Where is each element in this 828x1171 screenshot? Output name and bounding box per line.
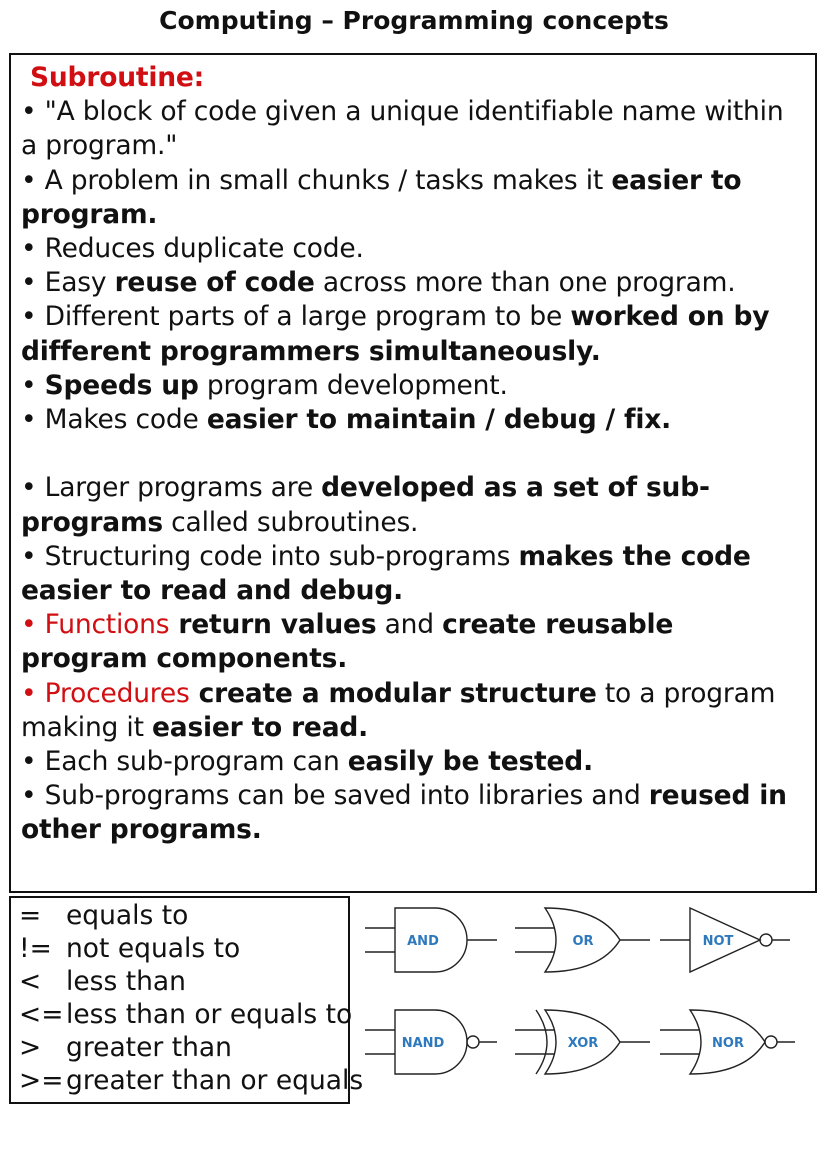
gate-nor (660, 1010, 795, 1074)
subroutine-content (21, 61, 807, 848)
bullet-text: • Reduces duplicate code. (21, 233, 364, 265)
operator-symbol: >= (19, 1065, 64, 1096)
bullet-text: easier to maintain / debug / fix. (206, 404, 672, 436)
subroutine-heading: Subroutine: (30, 62, 205, 93)
bullet-text: and (376, 609, 443, 641)
bullet-text: create reusable program components. (21, 609, 674, 675)
bullet-text: • Functions (21, 609, 170, 641)
bullet-point (21, 95, 807, 163)
bullet-text: makes the code easier to read and debug. (21, 540, 751, 607)
bullet-text: program development. (198, 369, 508, 401)
operator-meaning: equals to (66, 900, 189, 931)
subroutine-panel (9, 53, 817, 893)
operator-meaning: not equals to (66, 933, 241, 964)
bullet-text: • Makes code (21, 404, 207, 436)
operator-meaning: less than or equals to (66, 999, 353, 1030)
bullet-text: • A problem in small chunks / tasks makes it (21, 164, 612, 196)
bullet-text: • Procedures (21, 677, 190, 709)
bullet-text: • (21, 369, 45, 401)
operator-symbol: <= (19, 999, 64, 1030)
gate-label: AND (407, 934, 439, 949)
bullet-text: to a program making it (21, 677, 776, 743)
operator-row (19, 933, 240, 965)
gate-label: NOR (712, 1036, 744, 1051)
bullet-point (21, 232, 807, 266)
logic-gates-diagram (355, 896, 815, 1096)
bullet-text: developed as a set of sub-programs (21, 472, 710, 538)
operator-row (19, 1032, 232, 1064)
bullet-point (21, 369, 807, 403)
operators-table (9, 896, 364, 1104)
bullet-text: reuse of code (114, 267, 315, 299)
bullet-text: worked on by different programmers simultaneously. (21, 301, 770, 367)
bullet-text: return values (169, 609, 377, 641)
gate-not (660, 908, 790, 972)
bullet-point (21, 677, 807, 745)
operator-symbol: > (19, 1032, 42, 1063)
bullet-point (21, 745, 807, 779)
operator-meaning: greater than (66, 1032, 232, 1063)
bullet-text: across more than one program. (314, 267, 736, 299)
spacer (21, 437, 807, 471)
gate-nand (365, 1010, 497, 1074)
bullet-point (21, 164, 807, 232)
subroutine-points (21, 95, 807, 437)
bullet-text: • "A block of code given a unique identifiable name within a program." (21, 96, 784, 162)
bullet-text: • Easy (21, 267, 115, 299)
bullet-text: easier to program. (21, 164, 742, 230)
gate-and (365, 908, 497, 972)
bullet-point (21, 471, 807, 539)
bullet-text: Speeds up (44, 369, 199, 401)
bullet-text: called subroutines. (162, 506, 419, 538)
gate-label: NOT (702, 934, 734, 949)
gate-or (515, 908, 650, 972)
bullet-point (21, 779, 807, 847)
bullet-point (21, 266, 807, 300)
inverter-bubble (467, 1036, 479, 1048)
bullet-text: • Structuring code into sub-programs (21, 540, 519, 572)
page-title: Computing – Programming concepts (159, 6, 669, 35)
operator-row (19, 999, 352, 1031)
bullet-text: easier to read. (151, 711, 369, 743)
operator-meaning: greater than or equals (66, 1065, 364, 1096)
bullet-text: easily be tested. (347, 746, 593, 778)
inverter-bubble (760, 934, 772, 946)
bullet-text: • Each sub-program can (21, 746, 348, 778)
operator-row (19, 1065, 363, 1097)
bullet-point (21, 403, 807, 437)
subroutine-points-extra (21, 471, 807, 847)
bullet-point (21, 300, 807, 368)
bullet-text: reused in other programs. (21, 780, 787, 846)
bullet-text: • Sub-programs can be saved into libraries and (21, 780, 649, 812)
operator-symbol: != (19, 933, 52, 964)
inverter-bubble (765, 1036, 777, 1048)
gate-label: XOR (567, 1036, 599, 1051)
bullet-text: • Larger programs are (21, 472, 322, 504)
operator-meaning: less than (66, 966, 186, 997)
gate-label: NAND (401, 1036, 445, 1051)
bullet-point (21, 608, 807, 676)
gate-xor (515, 1010, 650, 1074)
bullet-point (21, 540, 807, 608)
bullet-text: • Different parts of a large program to be (21, 301, 571, 333)
operator-symbol: = (19, 900, 42, 931)
operator-row (19, 900, 188, 932)
operator-row (19, 966, 186, 998)
bullet-text: create a modular structure (189, 677, 597, 709)
operator-symbol: < (19, 966, 42, 997)
gate-label: OR (572, 934, 594, 949)
